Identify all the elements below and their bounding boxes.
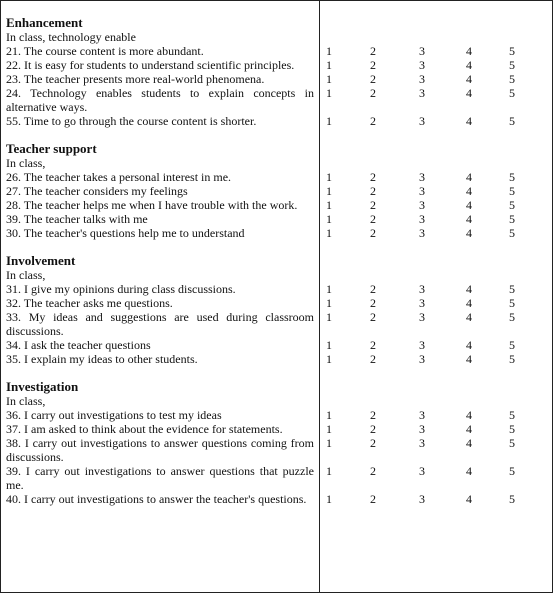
rating-scale-row (320, 198, 553, 212)
rating-scale-row (320, 212, 553, 226)
rating-option-2: 2 (370, 44, 376, 58)
rating-option-1: 1 (326, 170, 332, 184)
rating-option-5: 5 (509, 212, 515, 226)
rating-option-4: 4 (466, 408, 472, 422)
rating-option-3: 3 (419, 282, 425, 296)
rating-option-1: 1 (326, 198, 332, 212)
rating-option-2: 2 (370, 114, 376, 128)
rating-option-5: 5 (509, 464, 515, 478)
rating-option-3: 3 (419, 86, 425, 100)
rating-option-3: 3 (419, 184, 425, 198)
rating-option-3: 3 (419, 212, 425, 226)
rating-option-2: 2 (370, 408, 376, 422)
rating-option-5: 5 (509, 184, 515, 198)
rating-option-2: 2 (370, 436, 376, 450)
rating-option-3: 3 (419, 72, 425, 86)
rating-scale-row (320, 86, 553, 100)
rating-option-5: 5 (509, 198, 515, 212)
question-item: 23. The teacher presents more real-world phenomena. (6, 72, 265, 86)
section-intro: In class, (6, 268, 46, 282)
question-item: 24. Technology enables students to explain concepts in alternative ways. (6, 86, 314, 114)
rating-option-4: 4 (466, 282, 472, 296)
rating-option-4: 4 (466, 226, 472, 240)
rating-scale-row (320, 72, 553, 86)
rating-option-3: 3 (419, 226, 425, 240)
question-item: 21. The course content is more abundant. (6, 44, 204, 58)
rating-option-1: 1 (326, 338, 332, 352)
section-title: Involvement (6, 253, 76, 268)
rating-option-5: 5 (509, 58, 515, 72)
rating-option-3: 3 (419, 408, 425, 422)
rating-scale-row (320, 296, 553, 310)
rating-option-5: 5 (509, 436, 515, 450)
question-item: 40. I carry out investigations to answer the teacher's questions. (6, 492, 307, 506)
rating-option-2: 2 (370, 72, 376, 86)
rating-option-2: 2 (370, 338, 376, 352)
rating-option-5: 5 (509, 492, 515, 506)
rating-option-4: 4 (466, 422, 472, 436)
rating-option-4: 4 (466, 58, 472, 72)
rating-option-1: 1 (326, 352, 332, 366)
rating-option-1: 1 (326, 212, 332, 226)
rating-option-2: 2 (370, 226, 376, 240)
rating-option-2: 2 (370, 184, 376, 198)
rating-option-4: 4 (466, 198, 472, 212)
section-investigation (6, 380, 314, 506)
rating-option-2: 2 (370, 212, 376, 226)
questions-column (6, 16, 314, 520)
rating-option-4: 4 (466, 170, 472, 184)
rating-option-4: 4 (466, 86, 472, 100)
rating-option-2: 2 (370, 58, 376, 72)
rating-scale-row (320, 408, 553, 422)
section-intro: In class, technology enable (6, 30, 136, 44)
rating-option-4: 4 (466, 72, 472, 86)
rating-scale-row (320, 114, 553, 128)
section-enhancement (6, 16, 314, 128)
question-item: 33. My ideas and suggestions are used during classroom discussions. (6, 310, 314, 338)
question-item: 39. The teacher talks with me (6, 212, 148, 226)
question-item: 32. The teacher asks me questions. (6, 296, 173, 310)
question-item: 28. The teacher helps me when I have trouble with the work. (6, 198, 298, 212)
rating-option-2: 2 (370, 464, 376, 478)
section-involvement (6, 254, 314, 366)
rating-option-5: 5 (509, 170, 515, 184)
rating-option-3: 3 (419, 436, 425, 450)
question-item: 35. I explain my ideas to other students. (6, 352, 198, 366)
rating-option-4: 4 (466, 296, 472, 310)
section-title: Teacher support (6, 141, 97, 156)
question-item: 27. The teacher considers my feelings (6, 184, 188, 198)
rating-option-2: 2 (370, 352, 376, 366)
rating-option-4: 4 (466, 492, 472, 506)
question-item: 38. I carry out investigations to answer questions coming from discussions. (6, 436, 314, 464)
rating-option-1: 1 (326, 44, 332, 58)
rating-option-4: 4 (466, 464, 472, 478)
section-intro: In class, (6, 156, 46, 170)
rating-option-3: 3 (419, 198, 425, 212)
rating-scale-row (320, 282, 553, 296)
rating-option-2: 2 (370, 282, 376, 296)
section-intro: In class, (6, 394, 46, 408)
question-item: 31. I give my opinions during class discussions. (6, 282, 236, 296)
rating-option-5: 5 (509, 72, 515, 86)
rating-option-1: 1 (326, 72, 332, 86)
rating-option-4: 4 (466, 184, 472, 198)
rating-option-1: 1 (326, 464, 332, 478)
rating-option-1: 1 (326, 86, 332, 100)
section-title: Investigation (6, 379, 79, 394)
rating-option-1: 1 (326, 422, 332, 436)
rating-option-1: 1 (326, 408, 332, 422)
rating-option-3: 3 (419, 58, 425, 72)
question-item: 34. I ask the teacher questions (6, 338, 151, 352)
rating-option-2: 2 (370, 296, 376, 310)
rating-option-3: 3 (419, 114, 425, 128)
rating-option-3: 3 (419, 310, 425, 324)
rating-scale-row (320, 44, 553, 58)
rating-option-5: 5 (509, 338, 515, 352)
rating-option-3: 3 (419, 170, 425, 184)
question-item: 39. I carry out investigations to answer questions that puzzle me. (6, 464, 314, 492)
rating-option-1: 1 (326, 310, 332, 324)
rating-option-1: 1 (326, 436, 332, 450)
rating-option-1: 1 (326, 282, 332, 296)
rating-option-2: 2 (370, 198, 376, 212)
rating-option-5: 5 (509, 310, 515, 324)
rating-option-5: 5 (509, 226, 515, 240)
rating-option-3: 3 (419, 464, 425, 478)
rating-option-5: 5 (509, 86, 515, 100)
rating-option-1: 1 (326, 492, 332, 506)
rating-option-1: 1 (326, 296, 332, 310)
rating-option-5: 5 (509, 296, 515, 310)
rating-option-4: 4 (466, 436, 472, 450)
rating-scale-row (320, 492, 553, 506)
rating-option-2: 2 (370, 492, 376, 506)
rating-option-2: 2 (370, 310, 376, 324)
rating-option-1: 1 (326, 184, 332, 198)
rating-scale-row (320, 170, 553, 184)
question-item: 30. The teacher's questions help me to understand (6, 226, 245, 240)
question-item: 36. I carry out investigations to test my ideas (6, 408, 222, 422)
rating-option-5: 5 (509, 422, 515, 436)
rating-scale-row (320, 422, 553, 436)
rating-option-4: 4 (466, 352, 472, 366)
rating-option-1: 1 (326, 226, 332, 240)
rating-option-2: 2 (370, 170, 376, 184)
rating-option-2: 2 (370, 422, 376, 436)
rating-option-5: 5 (509, 44, 515, 58)
rating-scale-row (320, 310, 553, 324)
question-item: 26. The teacher takes a personal interest in me. (6, 170, 232, 184)
rating-scale-row (320, 184, 553, 198)
rating-scale-row (320, 226, 553, 240)
rating-option-4: 4 (466, 44, 472, 58)
rating-scale-row (320, 464, 553, 478)
rating-option-5: 5 (509, 114, 515, 128)
rating-option-3: 3 (419, 492, 425, 506)
rating-option-4: 4 (466, 338, 472, 352)
rating-scale-row (320, 436, 553, 450)
rating-option-3: 3 (419, 352, 425, 366)
question-item: 37. I am asked to think about the evidence for statements. (6, 422, 283, 436)
question-item: 22. It is easy for students to understand scientific principles. (6, 58, 295, 72)
rating-option-3: 3 (419, 296, 425, 310)
question-item: 55. Time to go through the course content is shorter. (6, 114, 257, 128)
section-title: Enhancement (6, 15, 83, 30)
rating-option-3: 3 (419, 422, 425, 436)
rating-scale-row (320, 352, 553, 366)
rating-option-3: 3 (419, 338, 425, 352)
rating-option-2: 2 (370, 86, 376, 100)
rating-option-3: 3 (419, 44, 425, 58)
rating-option-4: 4 (466, 310, 472, 324)
rating-option-1: 1 (326, 114, 332, 128)
rating-option-1: 1 (326, 58, 332, 72)
rating-scale-row (320, 58, 553, 72)
rating-option-5: 5 (509, 408, 515, 422)
rating-option-4: 4 (466, 212, 472, 226)
rating-option-5: 5 (509, 352, 515, 366)
rating-scale-row (320, 338, 553, 352)
rating-option-4: 4 (466, 114, 472, 128)
rating-option-5: 5 (509, 282, 515, 296)
section-teacher-support (6, 142, 314, 240)
